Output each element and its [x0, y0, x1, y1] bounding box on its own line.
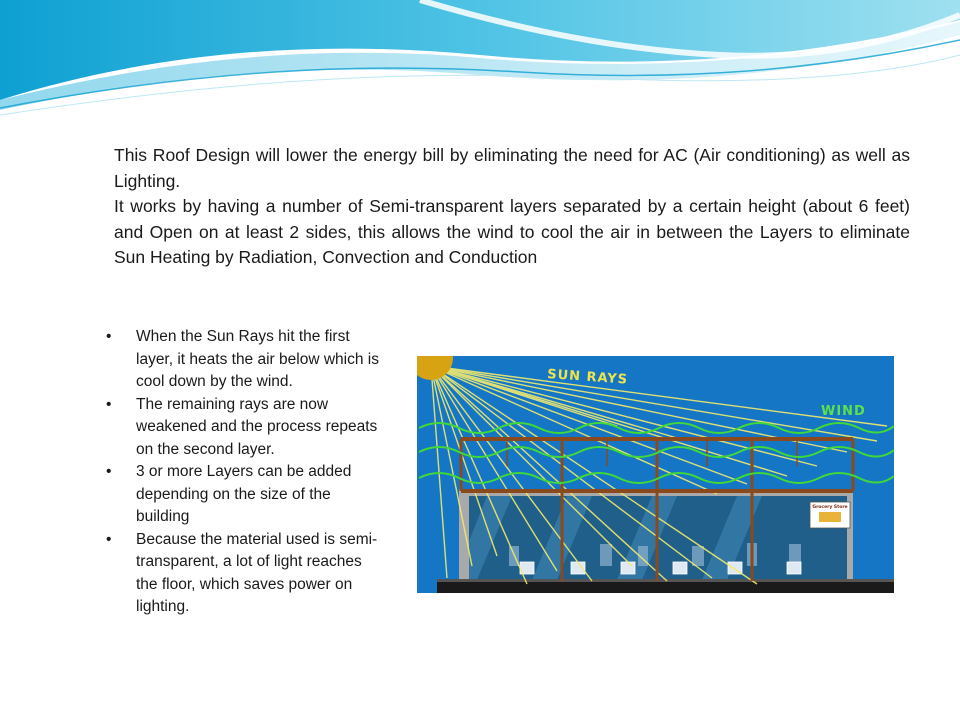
intro-sentence-1: This Roof Design will lower the energy bill by eliminating the need for AC (Air conditioning) as well as Lighting. [114, 145, 910, 191]
wind-label: WIND [821, 404, 866, 419]
store-sign-cart-icon [819, 512, 841, 522]
intro-sentence-2: It works by having a number of Semi-transparent layers separated by a certain height (about 6 feet) and Open on at least 2 sides, this allows the wind to cool the air in between the Layers to eliminate Sun Heating by Radiation, Convection and Conduction [114, 196, 910, 267]
store-sign-text: Grocery Store [812, 505, 848, 510]
bullet-item: • When the Sun Rays hit the first layer, it heats the air below which is cool down by the wind. [104, 326, 384, 394]
header-wave-decoration [0, 0, 960, 130]
sun-rays-label: SUN RAYS [546, 367, 629, 388]
intro-paragraph [114, 143, 910, 271]
bullet-item: • The remaining rays are now weakened and the process repeats on the second layer. [104, 394, 384, 462]
bullet-item: • 3 or more Layers can be added depending on the size of the building [104, 461, 384, 529]
roof-diagram [417, 356, 894, 593]
building-floor [437, 582, 894, 593]
bullet-list [104, 326, 384, 619]
bullet-item: • Because the material used is semi-transparent, a lot of light reaches the floor, which saves power on lighting. [104, 529, 384, 619]
